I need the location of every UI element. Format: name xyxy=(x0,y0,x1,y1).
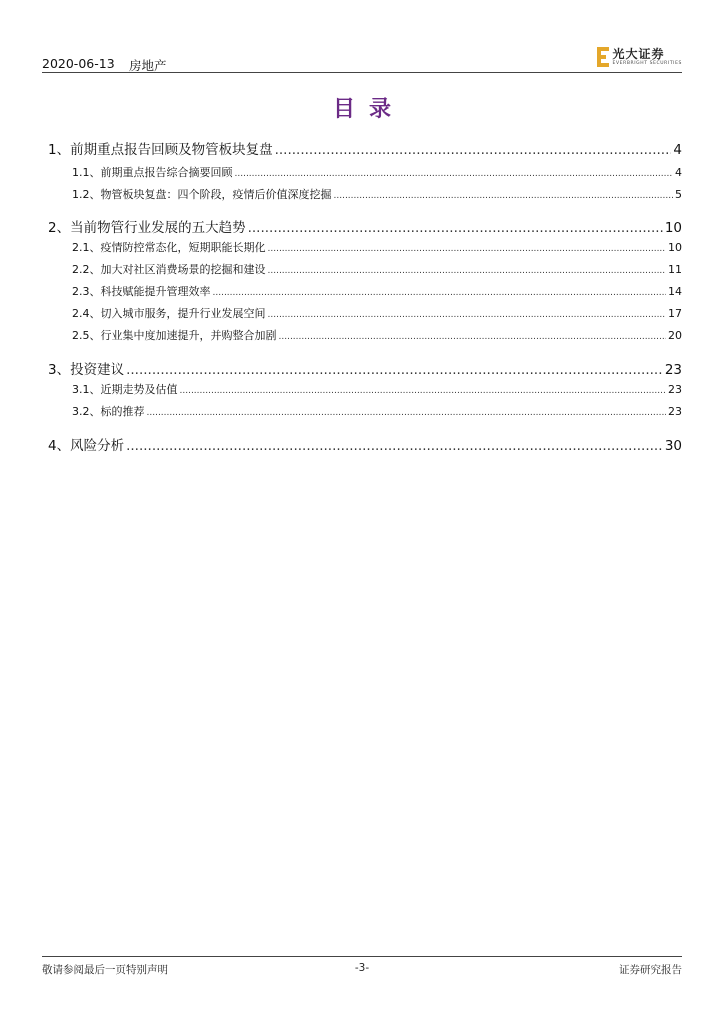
toc-entry-number: 2、 xyxy=(48,220,71,236)
toc-entry[interactable] xyxy=(42,186,682,202)
toc-entry-page: 17 xyxy=(668,307,682,320)
toc-entry-label: 前期重点报告回顾及物管板块复盘 xyxy=(70,142,273,158)
toc-entry-page: 11 xyxy=(668,263,682,276)
toc-entry-label: 物管板块复盘：四个阶段，疫情后价值深度挖掘 xyxy=(100,188,332,201)
toc-entry[interactable] xyxy=(42,358,682,378)
toc-entry-label: 疫情防控常态化，短期职能长期化 xyxy=(100,241,266,254)
toc-entry-page: 23 xyxy=(668,405,682,418)
logo-name-cn: 光大证券 xyxy=(612,46,665,61)
page-footer xyxy=(42,956,682,980)
footer-disclaimer: 敬请参阅最后一页特别声明 xyxy=(42,964,168,976)
toc-entry-label: 加大对社区消费场景的挖掘和建设 xyxy=(100,263,266,276)
toc-entry[interactable] xyxy=(42,164,682,180)
footer-report-type: 证券研究报告 xyxy=(619,964,682,976)
toc-entry-page: 10 xyxy=(668,241,682,254)
toc-entry-label: 前期重点报告综合摘要回顾 xyxy=(100,166,233,179)
toc-entry-page: 4 xyxy=(675,166,682,179)
toc-leader-dots xyxy=(268,310,667,320)
toc-entry-page: 20 xyxy=(668,329,682,342)
toc-leader-dots xyxy=(126,362,663,378)
toc-leader-dots xyxy=(213,288,667,298)
toc-entry-label: 近期走势及估值 xyxy=(100,383,178,396)
toc-entry-number: 2.4、 xyxy=(72,307,101,320)
toc-entry-label: 投资建议 xyxy=(70,362,125,378)
toc-entry-number: 2.5、 xyxy=(72,329,101,342)
toc-entry[interactable] xyxy=(42,261,682,277)
toc-entry[interactable] xyxy=(42,216,682,236)
toc-entry-number: 4、 xyxy=(48,438,71,454)
toc-entry[interactable] xyxy=(42,327,682,343)
toc-leader-dots xyxy=(235,169,674,179)
toc-entry[interactable] xyxy=(42,434,682,454)
toc-entry-page: 5 xyxy=(675,188,682,201)
toc-entry-number: 2.3、 xyxy=(72,285,101,298)
toc-entry-label: 科技赋能提升管理效率 xyxy=(100,285,211,298)
toc-entry[interactable] xyxy=(42,403,682,419)
toc-entry-number: 1.2、 xyxy=(72,188,101,201)
toc-entry-number: 1、 xyxy=(48,142,71,158)
toc-entry-page: 10 xyxy=(664,220,682,236)
report-category: 房地产 xyxy=(129,58,167,73)
toc-entry-label: 风险分析 xyxy=(70,438,125,454)
footer-divider xyxy=(42,956,682,957)
toc-leader-dots xyxy=(334,191,674,201)
report-date: 2020-06-13 xyxy=(42,56,115,71)
toc-entry-number: 3、 xyxy=(48,362,71,378)
toc-entry-number: 3.2、 xyxy=(72,405,101,418)
logo-e-icon xyxy=(597,47,609,67)
toc-entry[interactable] xyxy=(42,283,682,299)
toc-entry-page: 23 xyxy=(668,383,682,396)
toc-entry-page: 23 xyxy=(664,362,682,378)
toc-leader-dots xyxy=(126,438,663,454)
toc-entry[interactable] xyxy=(42,381,682,397)
header-divider xyxy=(42,72,682,73)
toc-entry-number: 2.1、 xyxy=(72,241,101,254)
toc-leader-dots xyxy=(275,142,672,158)
company-logo xyxy=(597,46,682,68)
logo-name-en: EVERBRIGHT SECURITIES xyxy=(612,60,682,66)
toc-leader-dots xyxy=(147,408,667,418)
toc-entry-label: 切入城市服务，提升行业发展空间 xyxy=(100,307,266,320)
toc-entry-number: 1.1、 xyxy=(72,166,101,179)
toc-leader-dots xyxy=(279,332,667,342)
toc-entry-number: 2.2、 xyxy=(72,263,101,276)
toc-entry[interactable] xyxy=(42,305,682,321)
toc-entry-label: 当前物管行业发展的五大趋势 xyxy=(70,220,246,236)
toc-leader-dots xyxy=(180,386,667,396)
toc-entry[interactable] xyxy=(42,138,682,158)
toc-entry-page: 30 xyxy=(664,438,682,454)
toc-leader-dots xyxy=(268,244,667,254)
toc-leader-dots xyxy=(248,220,663,236)
toc-entry-number: 3.1、 xyxy=(72,383,101,396)
toc-entry-page: 14 xyxy=(668,285,682,298)
toc-entry-label: 行业集中度加速提升，并购整合加剧 xyxy=(100,329,277,342)
toc-entry-page: 4 xyxy=(673,142,682,158)
toc-entry-label: 标的推荐 xyxy=(100,405,145,418)
page-title: 目录 xyxy=(332,96,405,122)
toc-leader-dots xyxy=(268,266,667,276)
toc-entry[interactable] xyxy=(42,239,682,255)
page-header xyxy=(42,40,682,72)
page-number: -3- xyxy=(354,962,370,974)
